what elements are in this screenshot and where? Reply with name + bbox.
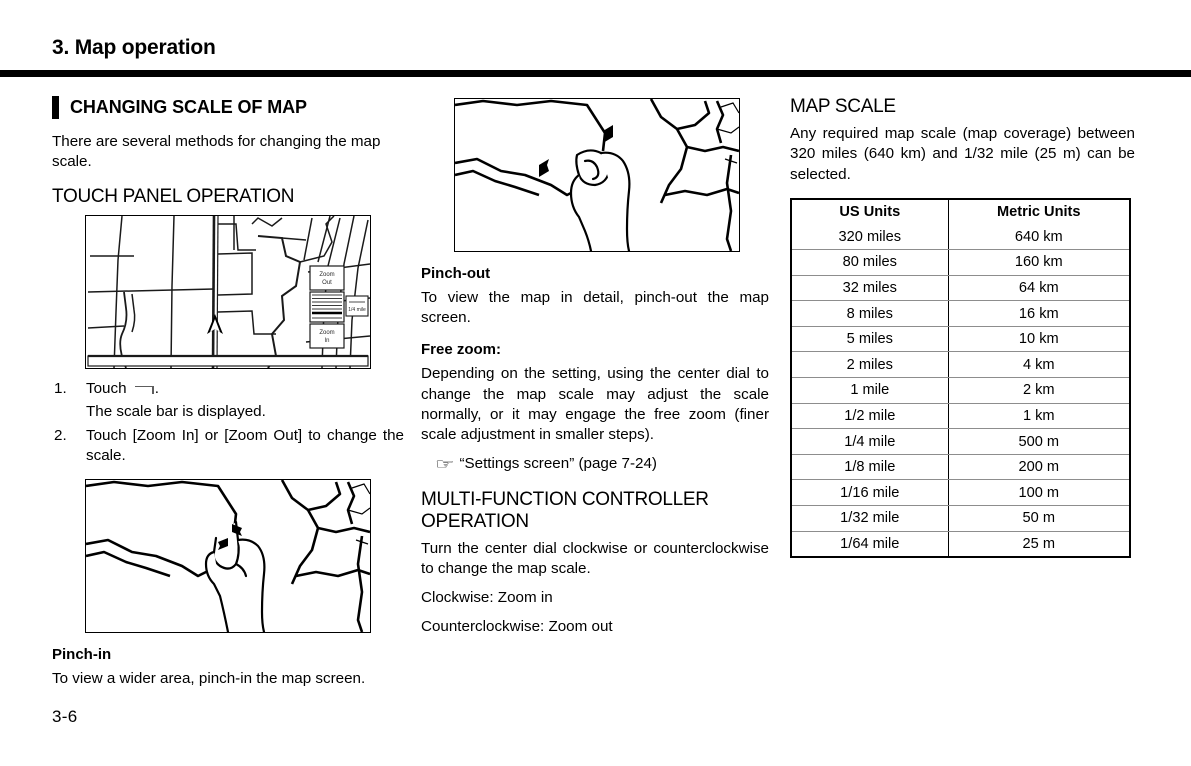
cell-metric-unit: 640 km — [948, 225, 1130, 250]
free-zoom-heading: Free zoom: — [421, 341, 502, 359]
step-text-before-icon: Touch — [86, 379, 127, 397]
cell-metric-unit: 2 km — [948, 378, 1130, 404]
scale-bar-icon — [132, 383, 154, 394]
svg-text:In: In — [324, 337, 330, 344]
table-row — [791, 301, 1130, 327]
cell-us-unit: 8 miles — [791, 301, 948, 327]
svg-text:Zoom: Zoom — [319, 329, 335, 336]
cell-us-unit: 1/16 mile — [791, 480, 948, 506]
cell-metric-unit: 50 m — [948, 506, 1130, 532]
subsection-heading-touch-panel: TOUCH PANEL OPERATION — [52, 186, 295, 208]
step-item-1 — [52, 379, 404, 422]
step-number: 1. — [54, 379, 67, 397]
table-row — [791, 454, 1130, 480]
left-column — [52, 96, 404, 689]
cell-us-unit: 80 miles — [791, 250, 948, 276]
pinch-in-text: To view a wider area, pinch-in the map screen. — [52, 669, 366, 687]
cell-metric-unit: 16 km — [948, 301, 1130, 327]
cell-metric-unit: 25 m — [1022, 535, 1055, 552]
subsection-heading-map-scale: MAP SCALE — [790, 96, 896, 117]
right-column — [790, 96, 1135, 558]
column-header-metric-units: Metric Units — [997, 204, 1081, 221]
cell-us-unit: 1/32 mile — [791, 506, 948, 532]
cell-us-unit: 1/64 mile — [791, 531, 948, 557]
clockwise-line: Clockwise: Zoom in — [421, 589, 553, 607]
table-row — [791, 429, 1130, 455]
table-header-row — [791, 199, 1130, 225]
page-title: 3. Map operation — [52, 36, 216, 59]
cell-metric-unit: 160 km — [948, 250, 1130, 276]
svg-text:Out: Out — [322, 279, 332, 286]
cell-us-unit: 2 miles — [791, 352, 948, 378]
table-row — [791, 506, 1130, 532]
middle-column — [421, 96, 769, 638]
free-zoom-text: Depending on the setting, using the center dial to change the map scale may adjust the scale normally, or it may engage the free zoom (finer scale adjustment in smaller steps). — [421, 365, 769, 444]
section-heading-changing-scale — [52, 96, 404, 119]
step-text-after-icon: . — [154, 379, 159, 397]
intro-paragraph: There are several methods for changing the map scale. — [52, 133, 381, 171]
cell-metric-unit: 1 km — [948, 403, 1130, 429]
cell-metric-unit: 100 m — [948, 480, 1130, 506]
table-row — [791, 326, 1130, 352]
cell-metric-unit: 64 km — [948, 275, 1130, 301]
svg-text:Zoom: Zoom — [319, 271, 335, 278]
pinch-in-heading: Pinch-in — [52, 645, 112, 663]
cell-us-unit: 5 miles — [791, 326, 948, 352]
pinch-out-text: To view the map in detail, pinch-out the map screen. — [421, 289, 769, 327]
pinch-in-figure — [85, 479, 371, 633]
step-item-2 — [52, 426, 404, 466]
cell-us-unit: 1/8 mile — [791, 454, 948, 480]
map-screen-figure — [85, 215, 371, 369]
table-row — [791, 378, 1130, 404]
table-row — [791, 403, 1130, 429]
pinch-out-heading: Pinch-out — [421, 265, 491, 282]
cell-metric-unit: 10 km — [948, 326, 1130, 352]
column-header-us-units: US Units — [791, 199, 948, 225]
step-text: Touch [Zoom In] or [Zoom Out] to change the scale. — [86, 427, 404, 465]
pointing-hand-icon: ☞ — [435, 456, 455, 474]
table-row — [791, 275, 1130, 301]
table-body — [791, 225, 1130, 558]
svg-text:1/4 mile: 1/4 mile — [348, 306, 366, 313]
step-1-note: The scale bar is displayed. — [86, 402, 266, 420]
map-scale-table — [790, 198, 1131, 558]
cell-metric-unit: 4 km — [948, 352, 1130, 378]
step-number: 2. — [54, 427, 67, 445]
table-row — [791, 352, 1130, 378]
page-number: 3-6 — [52, 707, 78, 726]
header-divider — [0, 70, 1191, 77]
subsection-heading-multifunction-controller: MULTI-FUNCTION CONTROLLER OPERATION — [421, 489, 709, 532]
heading-bar-marker — [52, 96, 59, 119]
touch-panel-steps — [52, 379, 404, 467]
table-row — [791, 531, 1130, 557]
table-row — [791, 480, 1130, 506]
reference-text: “Settings screen” (page 7-24) — [459, 455, 657, 473]
counterclockwise-line: Counterclockwise: Zoom out — [421, 618, 613, 636]
cell-metric-unit: 200 m — [948, 454, 1130, 480]
table-row — [791, 250, 1130, 276]
cell-us-unit: 1/4 mile — [791, 429, 948, 455]
cell-us-unit: 1/2 mile — [791, 403, 948, 429]
table-row — [791, 225, 1130, 250]
section-heading-label: CHANGING SCALE OF MAP — [70, 97, 307, 117]
reference-settings-screen — [421, 454, 769, 475]
cell-metric-unit: 500 m — [948, 429, 1130, 455]
cell-us-unit: 320 miles — [791, 225, 948, 250]
pinch-out-figure — [454, 98, 740, 252]
cell-us-unit: 32 miles — [791, 275, 948, 301]
controller-text: Turn the center dial clockwise or counterclockwise to change the map scale. — [421, 539, 769, 577]
cell-us-unit: 1 mile — [791, 378, 948, 404]
map-scale-intro: Any required map scale (map coverage) between 320 miles (640 km) and 1/32 mile (25 m) can be selected. — [790, 125, 1135, 183]
